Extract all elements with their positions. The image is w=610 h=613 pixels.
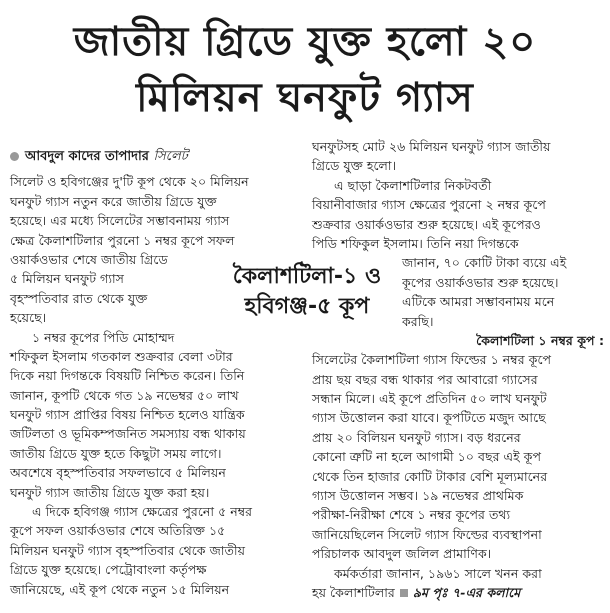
byline — [10, 147, 302, 166]
text-line: কোনো ত্রুটি না হলে আগামী ১০ বছর এই কূপ — [312, 449, 542, 465]
text-line: জানান, ৭০ কোটি টাকা ব্যয়ে এই — [402, 255, 567, 271]
text-line: গ্যাস উত্তোলন সম্ভব। ১৯ নভেম্বর প্রাথমিক — [312, 488, 524, 504]
text-line: হয়েছে। এর মধ্যে সিলেটের সম্ভাবনাময় গ্যাস — [10, 213, 230, 229]
inset-heading-line-2: হবিগঞ্জ-৫ কূপ — [244, 294, 370, 319]
inset-heading — [212, 262, 402, 322]
text-line: ৫ মিলিয়ন ঘনফুট গ্যাস — [10, 271, 124, 287]
section-subheading: কৈলাশটিলা ১ নম্বর কূপ : — [476, 332, 604, 348]
text-line: জানিয়েছিলেন সিলেট গ্যাস ফিল্ডের ব্যবস্থাপনা — [312, 526, 542, 542]
text-line: ১ নম্বর কূপের পিডি মোহাম্মদ — [32, 329, 175, 345]
text-line: ঘনফুট গ্যাস প্রাপ্তির বিষয় নিশ্চিত হলেও যান্ত্রিক — [10, 407, 245, 423]
text-line: পরীক্ষা-নিরীক্ষা শেষে ১ নম্বর কূপের তথ্য — [312, 507, 511, 523]
text-line: হয় কৈলাশটিলার — [312, 584, 395, 600]
text-line: ঘনফুট গ্যাস নতুন করে জাতীয় গ্রিডে যুক্ত — [10, 193, 217, 209]
article-column-left — [10, 147, 302, 599]
text-line: মিলিয়ন ঘনফুট গ্যাস বৃহস্পতিবার থেকে জাতীয় — [10, 542, 246, 558]
text-line: থেকে তিন হাজার কোটি টাকার বেশি মূল্যমানের — [312, 468, 548, 484]
text-line: শুক্রবার ওয়ার্কওভার শুরু হয়েছে। এই কূপেরও — [312, 216, 541, 232]
text-line-continued — [312, 583, 604, 602]
continuation-reference: ৯ম পৃঃ ৭-এর কলামে — [412, 584, 521, 600]
text-line: প্রায় ছয় বছর বন্ধ থাকার পর আবারো গ্যাসের — [312, 371, 538, 387]
text-line: জটিলতা ও ভূমিকম্পজনিত সমস্যায় বন্ধ থাকায় — [10, 426, 246, 442]
text-line: পিডি শফিকুল ইসলাম। তিনি নয়া দিগন্তকে — [312, 235, 519, 251]
text-line: গ্যাস উত্তোলন করা যাবে। কূপটিতে মজুদ আছে — [312, 410, 546, 426]
byline-author: আবদুল কাদের তাপাদার — [25, 149, 149, 164]
square-bullet-icon — [400, 589, 408, 597]
text-line: অবশেষে বৃহস্পতিবার সফলভাবে ৫ মিলিয়ন — [10, 465, 226, 481]
bullet-icon — [10, 152, 19, 161]
text-line: করছি। — [402, 313, 434, 329]
text-line: দিকে নয়া দিগন্তকে বিষয়টি নিশ্চিত করেন। তিনি — [10, 368, 245, 384]
text-line: গ্রিডে যুক্ত হলো। — [312, 158, 397, 174]
text-line: কূপের ওয়ার্কওভার শুরু হয়েছে। — [402, 274, 559, 290]
text-line: ওয়ার্কওভার শেষে জাতীয় গ্রিডে — [10, 251, 168, 267]
text-line: এ ছাড়া কৈলাশটিলার নিকটবর্তী — [334, 177, 492, 193]
headline-line-2: মিলিয়ন ঘনফুট গ্যাস — [136, 75, 474, 121]
text-line: কর্মকর্তারা জানান, ১৯৬১ সালে খনন করা — [334, 565, 542, 581]
text-line: ঘনফুটসহ মোট ২৬ মিলিয়ন ঘনফুট গ্যাস জাতীয় — [312, 139, 551, 154]
text-line: জাতীয় গ্রিডে যুক্ত হতে কিছুটা সময় লাগে। — [10, 445, 222, 461]
text-line: সন্ধান মিলে। এই কূপে প্রতিদিন ৫০ লাখ ঘনফুট — [312, 391, 547, 407]
text-line: বৃহস্পতিবার রাত থেকে যুক্ত — [10, 290, 148, 306]
text-line: এটিকে আমরা সম্ভাবনাময় মনে — [402, 294, 555, 310]
text-line: সিলেট ও হবিগঞ্জের দু'টি কূপ থেকে ২০ মিলিয়ন — [10, 174, 249, 190]
article-column-right — [312, 137, 604, 602]
text-line: বিয়ানীবাজার গ্যাস ক্ষেত্রের পুরনো ২ নম্বর কূপে — [312, 197, 546, 213]
text-line: সিলেটের কৈলাশটিলা গ্যাস ফিল্ডের ১ নম্বর কূপে — [312, 352, 552, 368]
text-line: হয়েছে। — [10, 310, 47, 326]
inset-heading-line-1: কৈলাশটিলা-১ ও — [232, 264, 382, 289]
text-line: ঘনফুট গ্যাস জাতীয় গ্রিডে যুক্ত করা হয়। — [10, 484, 210, 500]
text-line: প্রায় ২০ বিলিয়ন ঘনফুট গ্যাস। বড় ধরনের — [312, 429, 521, 445]
text-line: জানিয়েছে, এই কূপ থেকে নতুন ১৫ মিলিয়ন — [10, 581, 230, 597]
text-line: এ দিকে হবিগঞ্জ গ্যাস ক্ষেত্রের পুরনো ৫ নম্বর — [32, 504, 253, 520]
text-line: জানান, কূপটি থেকে গত ১৯ নভেম্বর ৫০ লাখ — [10, 387, 239, 403]
text-line: ক্ষেত্র কৈলাশটিলার পুরনো ১ নম্বর কূপে সফল — [10, 232, 235, 248]
text-line: শফিকুল ইসলাম গতকাল শুক্রবার বেলা ৩টার — [10, 348, 233, 364]
byline-location: সিলেট — [153, 149, 188, 164]
text-line: কূপে সফল ওয়ার্কওভার শেষে অতিরিক্ত ১৫ — [10, 523, 226, 539]
headline-line-1: জাতীয় গ্রিডে যুক্ত হলো ২০ — [73, 19, 537, 65]
text-line: গ্রিডে যুক্ত হয়েছে। পেট্রোবাংলা কর্তৃপক্ষ — [10, 562, 207, 578]
text-line: পরিচালক আবদুল জলিল প্রামাণিক। — [312, 546, 492, 562]
